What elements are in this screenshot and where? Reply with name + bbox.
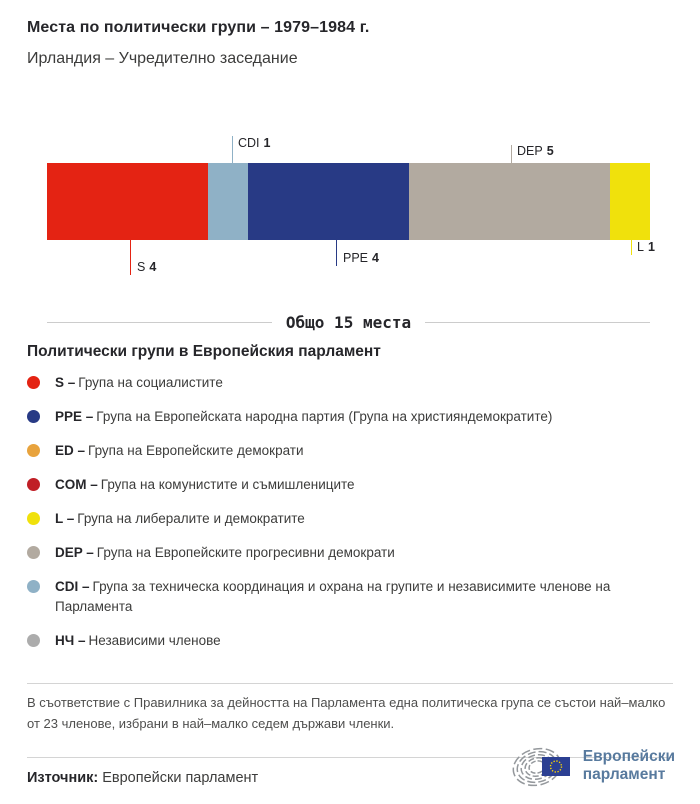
l-callout-label bbox=[637, 240, 655, 254]
logo-line1: Европейски bbox=[582, 748, 675, 765]
s-code: S bbox=[137, 260, 146, 274]
source-label: Източник: bbox=[27, 770, 99, 786]
cdi-tick-line bbox=[232, 136, 233, 163]
ppe-seats: 4 bbox=[372, 251, 379, 265]
page-subtitle: Ирландия – Учредително заседание bbox=[27, 50, 298, 67]
seat-segment-ppe bbox=[248, 163, 409, 240]
l-tick-line bbox=[631, 240, 632, 255]
legend-name: Група на Европейската народна партия (Група на християндемократите) bbox=[96, 409, 553, 424]
legend-code: ED – bbox=[55, 443, 86, 458]
dep-color-dot bbox=[27, 546, 40, 559]
dep-seats: 5 bbox=[546, 144, 554, 158]
legend-list bbox=[27, 373, 647, 665]
footer-divider-top bbox=[27, 683, 673, 684]
legend-name: Група на социалистите bbox=[78, 375, 223, 390]
page-title: Места по политически групи – 1979–1984 г. bbox=[27, 19, 370, 36]
seat-segment-l bbox=[610, 163, 650, 240]
divider-line-right bbox=[425, 322, 650, 323]
legend-name: Група на Европейските демократи bbox=[88, 443, 304, 458]
logo-wordmark bbox=[583, 748, 675, 784]
cdi-code: CDI bbox=[238, 136, 260, 150]
legend-code: PPE – bbox=[55, 409, 94, 424]
eu-flag-icon bbox=[542, 757, 570, 776]
legend-name: Група на комунистите и съмишлениците bbox=[100, 477, 355, 492]
legend-name: Независими членове bbox=[88, 633, 221, 648]
nch-color-dot bbox=[27, 634, 40, 647]
legend-item-nch bbox=[27, 631, 647, 651]
seat-segment-dep bbox=[409, 163, 610, 240]
footer-note: В съответствие с Правилника за дейността на Парламента една политическа група се състои най–малко от 23 членове, избрани в най–малко седем държави членки. bbox=[27, 695, 666, 731]
cdi-callout-label bbox=[238, 136, 270, 150]
cdi-seats: 1 bbox=[263, 136, 271, 150]
legend-code: DEP – bbox=[55, 545, 94, 560]
european-parliament-logo bbox=[509, 740, 675, 792]
legend-heading: Политически групи в Европейския парламент bbox=[27, 343, 381, 360]
l-seats: 1 bbox=[647, 240, 655, 254]
legend-code: COM – bbox=[55, 477, 98, 492]
legend-item-l bbox=[27, 509, 647, 529]
legend-item-com bbox=[27, 475, 647, 495]
legend-code: CDI – bbox=[55, 579, 90, 594]
legend-item-ed bbox=[27, 441, 647, 461]
divider-line-left bbox=[47, 322, 272, 323]
s-color-dot bbox=[27, 376, 40, 389]
cdi-color-dot bbox=[27, 580, 40, 593]
l-code: L bbox=[637, 240, 644, 254]
legend-name: Група за техническа координация и охрана на групите и независимите членове на Парламента bbox=[55, 579, 611, 614]
legend-item-cdi bbox=[27, 577, 647, 617]
l-color-dot bbox=[27, 512, 40, 525]
s-tick-line bbox=[130, 240, 131, 275]
ppe-color-dot bbox=[27, 410, 40, 423]
s-seats: 4 bbox=[149, 260, 157, 274]
source-line bbox=[27, 770, 258, 786]
total-seats-label: Общо 15 места bbox=[285, 312, 412, 332]
source-value: Европейски парламент bbox=[102, 770, 259, 786]
total-divider bbox=[47, 312, 650, 332]
logo-line2: парламент bbox=[582, 766, 666, 783]
ppe-code: PPE bbox=[343, 251, 369, 265]
com-color-dot bbox=[27, 478, 40, 491]
dep-callout-label bbox=[517, 144, 554, 158]
seat-segment-s bbox=[47, 163, 208, 240]
seat-segment-cdi bbox=[208, 163, 248, 240]
legend-item-ppe bbox=[27, 407, 647, 427]
legend-item-dep bbox=[27, 543, 647, 563]
legend-item-s bbox=[27, 373, 647, 393]
legend-name: Група на Европейските прогресивни демократи bbox=[96, 545, 395, 560]
dep-tick-line bbox=[511, 145, 512, 163]
hemicycle-icon bbox=[509, 740, 575, 792]
ppe-callout-label bbox=[343, 251, 379, 265]
legend-name: Група на либералите и демократите bbox=[77, 511, 305, 526]
ppe-tick-line bbox=[336, 240, 337, 266]
dep-code: DEP bbox=[517, 144, 543, 158]
seat-bar bbox=[47, 163, 650, 240]
legend-code: L – bbox=[55, 511, 75, 526]
legend-code: НЧ – bbox=[55, 633, 86, 648]
s-callout-label bbox=[137, 260, 156, 274]
ed-color-dot bbox=[27, 444, 40, 457]
legend-code: S – bbox=[55, 375, 76, 390]
